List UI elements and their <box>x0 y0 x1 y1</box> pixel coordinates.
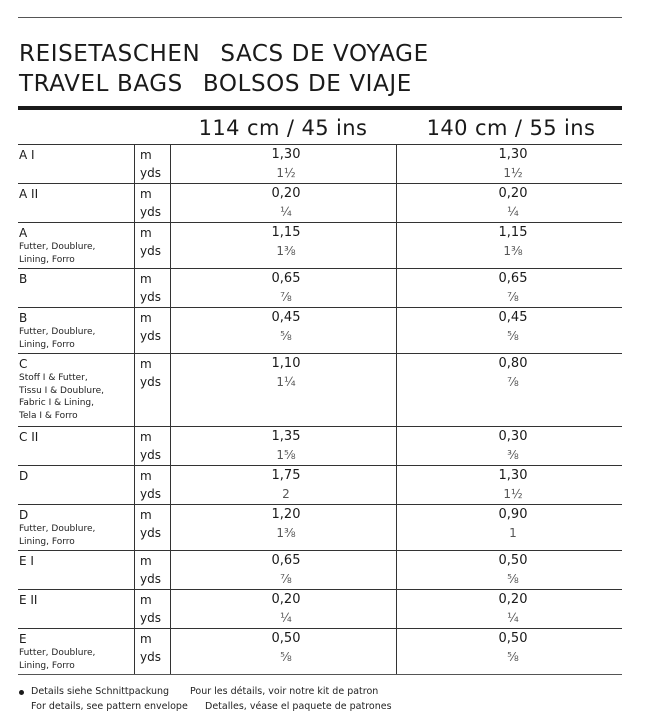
value-140-m: 1,30 <box>498 147 528 162</box>
unit-m: m <box>140 148 152 162</box>
row-divider <box>18 465 622 466</box>
row-label: D <box>19 508 29 522</box>
row-sublabel: Lining, Forro <box>19 660 75 671</box>
value-114-yds: ⅝ <box>280 650 292 664</box>
row-label: D <box>19 469 29 483</box>
unit-m: m <box>140 357 152 371</box>
value-114-m: 0,65 <box>271 271 301 286</box>
value-114-yds: ⅞ <box>280 290 292 304</box>
row-divider <box>18 674 622 675</box>
value-140-m: 0,90 <box>498 507 528 522</box>
value-114-m: 1,10 <box>271 356 301 371</box>
value-140-m: 0,30 <box>498 429 528 444</box>
row-sublabel: Futter, Doublure, <box>19 524 96 534</box>
unit-yds: yds <box>140 650 161 664</box>
value-114-yds: 1½ <box>276 166 296 180</box>
value-140-yds: ¼ <box>507 205 519 219</box>
unit-yds: yds <box>140 166 161 180</box>
value-114-yds: 1¼ <box>276 375 296 389</box>
unit-m: m <box>140 632 152 646</box>
title-de: REISETASCHEN <box>19 41 201 67</box>
unit-m: m <box>140 430 152 444</box>
unit-yds: yds <box>140 205 161 219</box>
value-114-m: 0,20 <box>271 592 301 607</box>
unit-yds: yds <box>140 572 161 586</box>
row-label: E I <box>19 554 34 568</box>
value-140-yds: ⅜ <box>507 448 519 462</box>
value-114-yds: 1⅝ <box>276 448 296 462</box>
row-divider <box>18 628 622 629</box>
value-140-yds: 1⅜ <box>503 244 523 258</box>
value-140-m: 0,50 <box>498 631 528 646</box>
unit-yds: yds <box>140 375 161 389</box>
row-divider <box>18 183 622 184</box>
unit-yds: yds <box>140 290 161 304</box>
bullet-icon <box>19 690 24 695</box>
unit-m: m <box>140 311 152 325</box>
value-140-m: 1,30 <box>498 468 528 483</box>
unit-m: m <box>140 187 152 201</box>
row-divider <box>18 426 622 427</box>
value-114-yds: ⅝ <box>280 329 292 343</box>
column-divider <box>170 144 171 674</box>
value-140-yds: 1 <box>509 526 517 540</box>
value-114-yds: ¼ <box>280 205 292 219</box>
title-line-2 <box>19 70 412 98</box>
footnote-fr: Pour les détails, voir notre kit de patron <box>190 686 379 697</box>
value-140-yds: ⅝ <box>507 650 519 664</box>
unit-m: m <box>140 508 152 522</box>
row-sublabel: Lining, Forro <box>19 254 75 265</box>
value-140-yds: ⅝ <box>507 329 519 343</box>
row-label: A <box>19 226 28 240</box>
row-label: A II <box>19 187 39 201</box>
row-divider <box>18 589 622 590</box>
row-sublabel: Tissu I & Doublure, <box>19 385 105 396</box>
value-114-m: 1,20 <box>271 507 301 522</box>
value-140-yds: ⅞ <box>507 375 519 389</box>
value-114-m: 1,75 <box>271 468 301 483</box>
row-sublabel: Lining, Forro <box>19 536 75 547</box>
unit-yds: yds <box>140 526 161 540</box>
unit-yds: yds <box>140 244 161 258</box>
value-114-m: 0,50 <box>271 631 301 646</box>
row-divider <box>18 307 622 308</box>
unit-m: m <box>140 469 152 483</box>
value-140-yds: 1½ <box>503 487 523 501</box>
row-sublabel: Fabric I & Lining, <box>19 398 94 408</box>
unit-yds: yds <box>140 611 161 625</box>
unit-yds: yds <box>140 329 161 343</box>
row-divider <box>18 550 622 551</box>
footnote-de: Details siehe Schnittpackung <box>31 686 170 697</box>
row-label: B <box>19 272 28 286</box>
footnote-en: For details, see pattern envelope <box>31 701 188 712</box>
column-header-140: 140 cm / 55 ins <box>426 116 596 140</box>
row-sublabel: Futter, Doublure, <box>19 648 96 658</box>
row-divider <box>18 353 622 354</box>
row-sublabel: Futter, Doublure, <box>19 327 96 337</box>
title-es: BOLSOS DE VIAJE <box>202 71 412 97</box>
column-divider <box>134 144 135 674</box>
value-140-yds: ¼ <box>507 611 519 625</box>
column-header-114: 114 cm / 45 ins <box>198 116 368 140</box>
row-label: C <box>19 357 28 371</box>
unit-yds: yds <box>140 487 161 501</box>
value-114-m: 0,65 <box>271 553 301 568</box>
row-label: B <box>19 311 28 325</box>
value-114-yds: 2 <box>282 487 290 501</box>
value-140-m: 0,45 <box>498 310 528 325</box>
value-114-yds: 1⅜ <box>276 526 296 540</box>
row-divider <box>18 222 622 223</box>
unit-m: m <box>140 593 152 607</box>
value-140-m: 1,15 <box>498 225 528 240</box>
title-fr: SACS DE VOYAGE <box>220 41 429 67</box>
value-114-m: 1,35 <box>271 429 301 444</box>
value-140-m: 0,65 <box>498 271 528 286</box>
footnote-es: Detalles, véase el paquete de patrones <box>205 701 392 712</box>
row-divider <box>18 504 622 505</box>
row-divider <box>18 144 622 145</box>
value-114-yds: ¼ <box>280 611 292 625</box>
row-label: E II <box>19 593 38 607</box>
title-line-1 <box>19 40 429 68</box>
value-140-m: 0,20 <box>498 592 528 607</box>
unit-m: m <box>140 226 152 240</box>
value-140-m: 0,80 <box>498 356 528 371</box>
value-114-m: 1,15 <box>271 225 301 240</box>
row-sublabel: Tela I & Forro <box>19 410 78 421</box>
row-label: A I <box>19 148 35 162</box>
value-140-yds: ⅝ <box>507 572 519 586</box>
value-114-m: 0,20 <box>271 186 301 201</box>
row-label: C II <box>19 430 39 444</box>
top-rule <box>18 17 622 18</box>
row-sublabel: Lining, Forro <box>19 339 75 350</box>
value-140-m: 0,50 <box>498 553 528 568</box>
row-divider <box>18 268 622 269</box>
value-114-yds: ⅞ <box>280 572 292 586</box>
row-sublabel: Stoff I & Futter, <box>19 373 88 383</box>
row-label: E <box>19 632 27 646</box>
value-140-m: 0,20 <box>498 186 528 201</box>
title-en: TRAVEL BAGS <box>19 71 183 97</box>
unit-m: m <box>140 272 152 286</box>
value-140-yds: ⅞ <box>507 290 519 304</box>
value-114-m: 1,30 <box>271 147 301 162</box>
column-divider <box>396 144 397 674</box>
row-sublabel: Futter, Doublure, <box>19 242 96 252</box>
value-140-yds: 1½ <box>503 166 523 180</box>
unit-m: m <box>140 554 152 568</box>
value-114-yds: 1⅜ <box>276 244 296 258</box>
value-114-m: 0,45 <box>271 310 301 325</box>
unit-yds: yds <box>140 448 161 462</box>
header-rule <box>18 106 622 110</box>
